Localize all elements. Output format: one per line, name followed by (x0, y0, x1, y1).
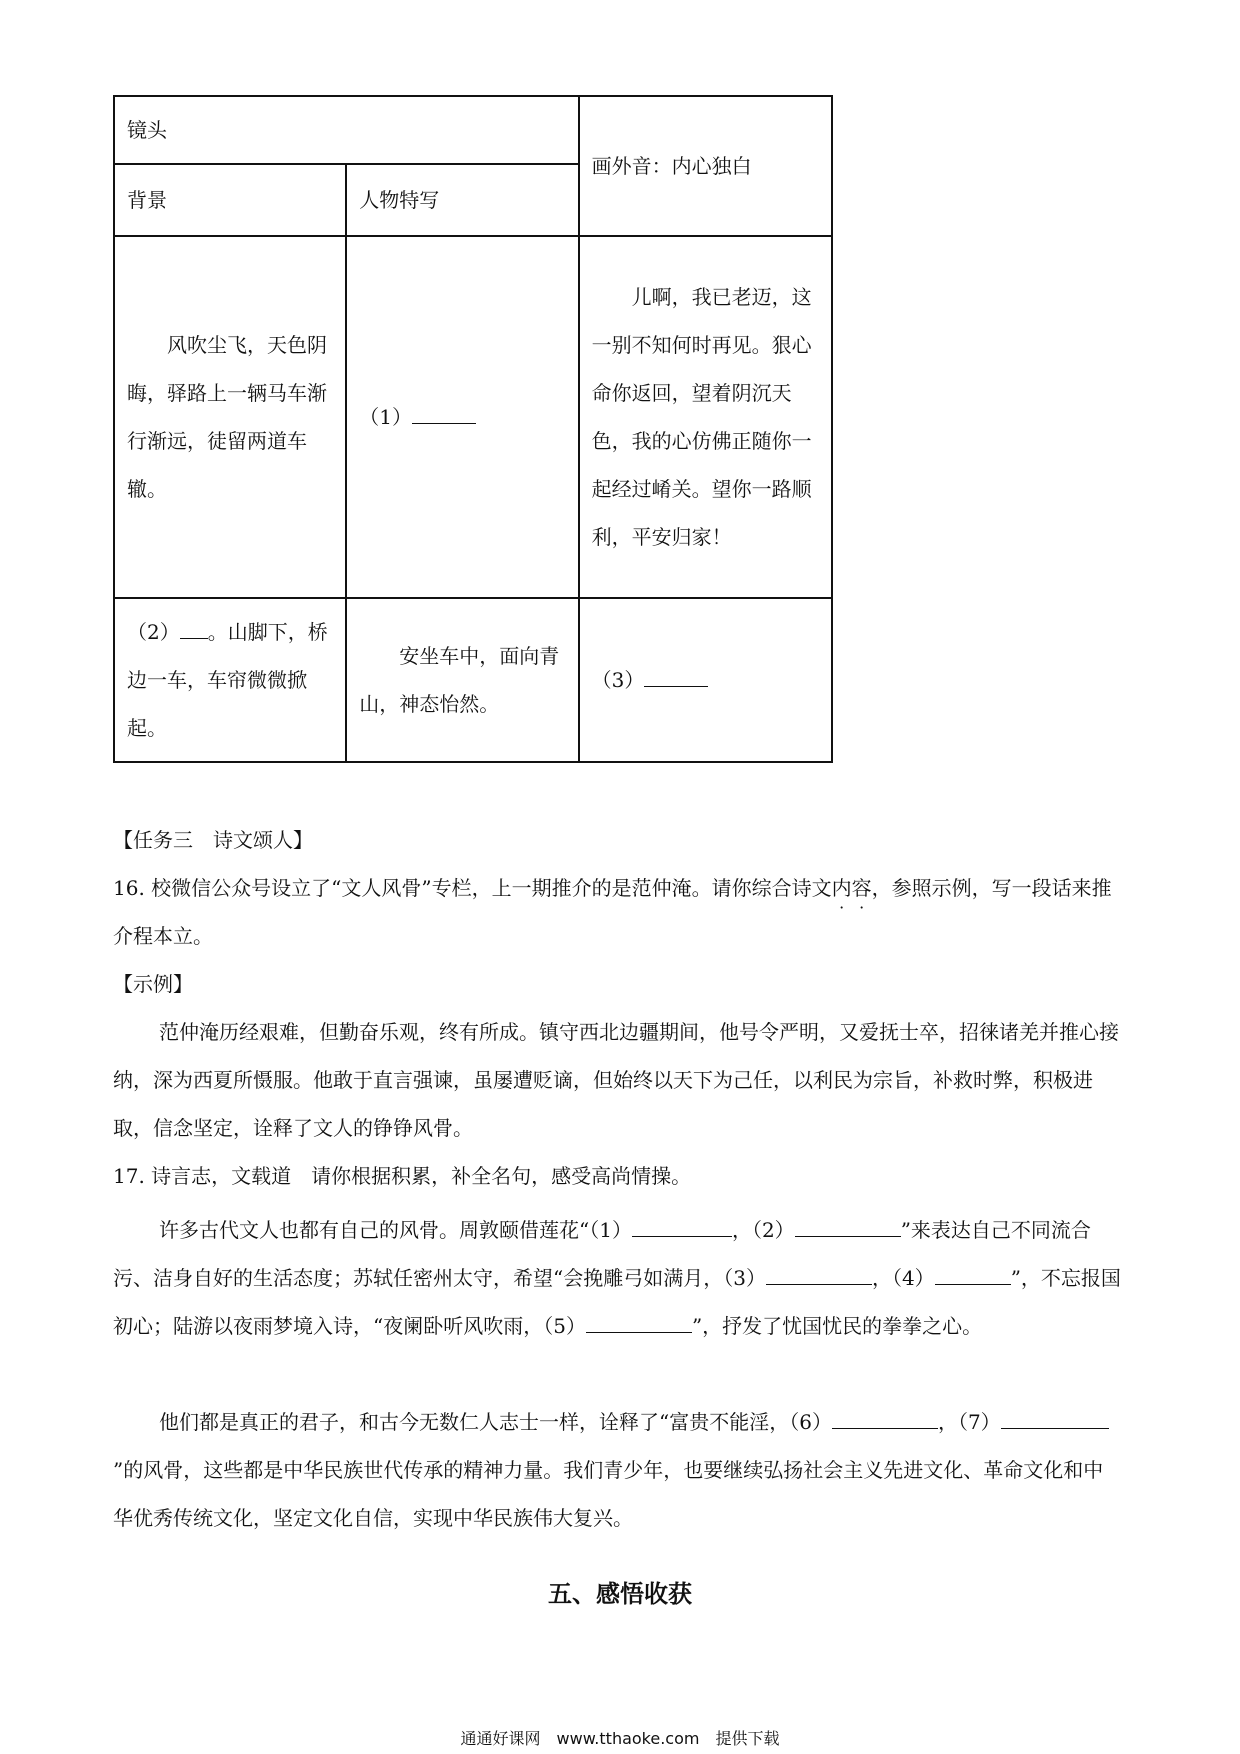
storyboard-table (113, 95, 833, 763)
answer-blank[interactable] (586, 1331, 692, 1333)
row2-background-text: 。山脚下，桥边一车，车帘微微掀起。 (127, 620, 328, 740)
question-17: 17. 诗言志，文载道 请你根据积累，补全名句，感受高尚情操。 (113, 1164, 692, 1188)
blank-label: （2） (127, 620, 180, 644)
answer-blank[interactable] (644, 685, 708, 687)
header-voiceover: 画外音：内心独白 (579, 96, 832, 236)
blank-label: （1） (359, 405, 412, 429)
answer-blank[interactable] (795, 1235, 901, 1237)
page-footer: 通通好课网 www.tthaoke.com 提供下载 (460, 1729, 780, 1748)
header-character: 人物特写 (346, 164, 578, 236)
fill-paragraph-1: 许多古代文人也都有自己的风骨。周敦颐借莲花“（1） ，（2） ”来表达自己不同流合污、洁身自好的生活态度；苏轼任密州太守，希望“会挽雕弓如满月，（3） ，（4） ”，不忘报国初心；陆游以夜雨梦境入诗，“夜阑卧听风吹雨，（5） ”，抒发了忧国忧民的拳拳之心。 (113, 1218, 1121, 1338)
answer-blank[interactable] (1001, 1427, 1109, 1429)
answer-blank[interactable] (632, 1235, 732, 1237)
answer-blank[interactable] (180, 637, 208, 639)
question-16: 16. 校微信公众号设立了“文人风骨”专栏，上一期推介的是范仲淹。请你综合诗文内容，参照示例，写一段话来推介程本立。 (113, 876, 1112, 948)
example-label: 【示例】 (113, 972, 193, 996)
answer-blank[interactable] (935, 1283, 1011, 1285)
row2-background (114, 598, 346, 762)
row1-character (346, 236, 578, 598)
header-background: 背景 (114, 164, 346, 236)
example-text: 范仲淹历经艰难，但勤奋乐观，终有所成。镇守西北边疆期间，他号令严明，又爱抚士卒，招徕诸羌并推心接纳，深为西夏所慑服。他敢于直言强谏，虽屡遭贬谪，但始终以天下为己任，以利民为宗旨，补救时弊，积极进取，信念坚定，诠释了文人的铮铮风骨。 (113, 1020, 1119, 1140)
section-heading: 五、感悟收获 (548, 1579, 692, 1608)
row2-voiceover (579, 598, 832, 762)
answer-blank[interactable] (832, 1427, 938, 1429)
answer-blank[interactable] (766, 1283, 872, 1285)
row1-voiceover: 儿啊，我已老迈，这一别不知何时再见。狠心命你返回，望着阴沉天色，我的心仿佛正随你一起经过崤关。望你一路顺利，平安归家！ (579, 236, 832, 598)
fill-paragraph-2: 他们都是真正的君子，和古今无数仁人志士一样，诠释了“富贵不能淫，（6） ，（7）”的风骨，这些都是中华民族世代传承的精神力量。我们青少年，也要继续弘扬社会主义先进文化、革命文化和中华优秀传统文化，坚定文化自信，实现中华民族伟大复兴。 (113, 1398, 1123, 1542)
answer-blank[interactable] (412, 422, 476, 424)
row1-background: 风吹尘飞，天色阴晦，驿路上一辆马车渐行渐远，徒留两道车辙。 (114, 236, 346, 598)
blank-label: （3） (591, 668, 645, 692)
row2-character: 安坐车中，面向青山，神态怡然。 (346, 598, 578, 762)
header-lens: 镜头 (114, 96, 579, 164)
task3-title: 【任务三 诗文颂人】 (113, 828, 313, 852)
